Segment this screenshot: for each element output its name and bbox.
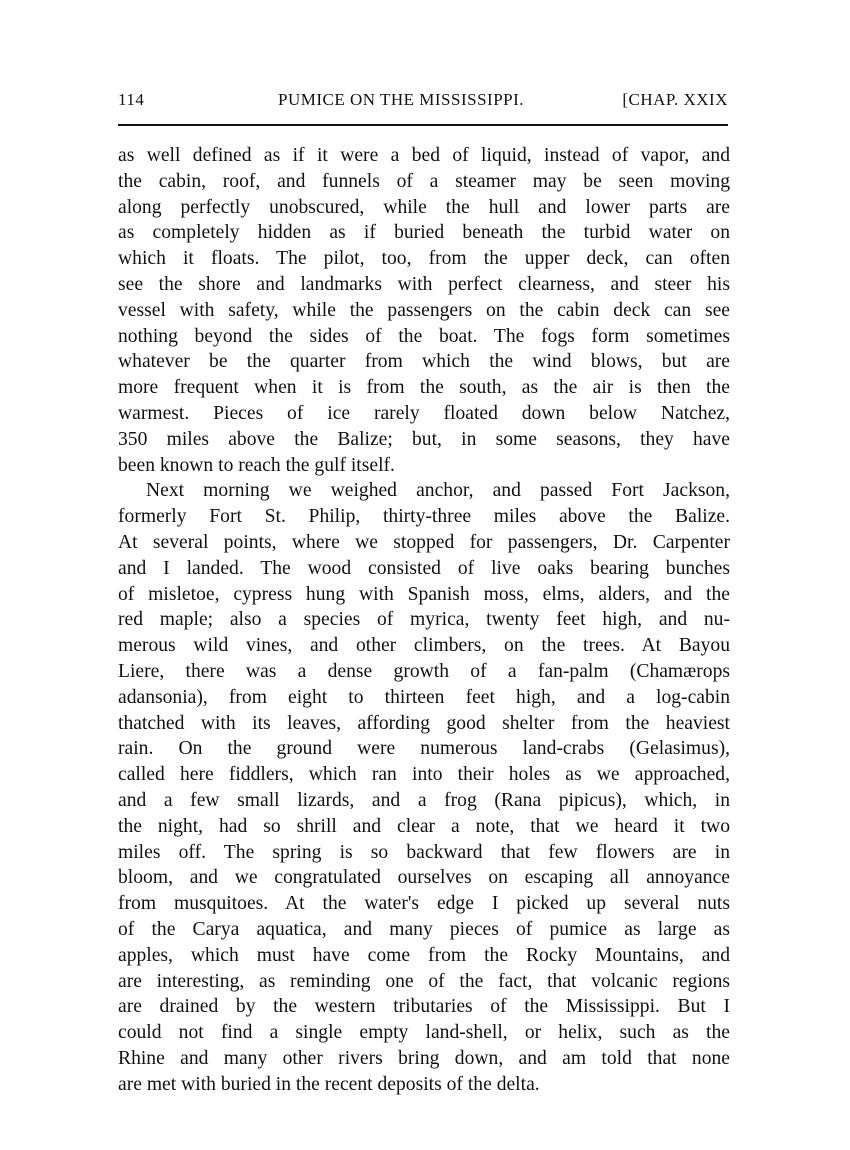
text-line: miles off. The spring is so backward that few flowers are in (118, 841, 730, 863)
text-line: called here fiddlers, which ran into their holes as we approached, (118, 764, 730, 786)
chapter-reference: [CHAP. XXIX (622, 90, 728, 109)
text-line: which it floats. The pilot, too, from the upper deck, can often (118, 248, 730, 270)
text-line: thatched with its leaves, affording good shelter from the heaviest (118, 712, 730, 734)
text-line: Rhine and many other rivers bring down, and am told that none (118, 1047, 730, 1069)
text-line: from musquitoes. At the water's edge I picked up several nuts (118, 893, 730, 915)
text-line: as well defined as if it were a bed of liquid, instead of vapor, and (118, 145, 730, 166)
text-line: could not find a single empty land-shell, or helix, such as the (118, 1022, 730, 1044)
text-line: the night, had so shrill and clear a note, that we heard it two (118, 815, 730, 837)
text-line: Next morning we weighed anchor, and passed Fort Jackson, (146, 480, 730, 502)
running-head (118, 90, 728, 116)
body-text (118, 143, 730, 1097)
text-line: rain. On the ground were numerous land-crabs (Gelasimus), (118, 738, 730, 760)
paragraph-2 (118, 478, 730, 1097)
text-line: along perfectly unobscured, while the hull and lower parts are (118, 196, 730, 218)
text-line: as completely hidden as if buried beneath the turbid water on (118, 222, 730, 244)
text-line: adansonia), from eight to thirteen feet high, and a log-cabin (118, 686, 730, 708)
text-line: and I landed. The wood consisted of live oaks bearing bunches (118, 557, 730, 579)
text-line: warmest. Pieces of ice rarely floated down below Natchez, (118, 402, 730, 424)
text-line: been known to reach the gulf itself. (118, 454, 395, 476)
text-line: bloom, and we congratulated ourselves on escaping all annoyance (118, 867, 730, 889)
paragraph-1 (118, 143, 730, 478)
text-line: the cabin, roof, and funnels of a steamer may be seen moving (118, 170, 730, 192)
page-number: 114 (118, 90, 145, 109)
text-line: Liere, there was a dense growth of a fan-palm (Chamærops (118, 660, 730, 682)
text-line: 350 miles above the Balize; but, in some seasons, they have (118, 428, 730, 450)
text-line: more frequent when it is from the south, as the air is then the (118, 377, 730, 399)
text-line: see the shore and landmarks with perfect clearness, and steer his (118, 273, 730, 295)
text-line: merous wild vines, and other climbers, on the trees. At Bayou (118, 635, 730, 657)
text-line: nothing beyond the sides of the boat. The fogs form sometimes (118, 325, 730, 347)
text-line: whatever be the quarter from which the wind blows, but are (118, 351, 730, 373)
running-title: PUMICE ON THE MISSISSIPPI. (278, 90, 525, 109)
text-line: are interesting, as reminding one of the fact, that volcanic regions (118, 970, 730, 992)
text-line: At several points, where we stopped for passengers, Dr. Carpenter (118, 531, 730, 553)
text-line: and a few small lizards, and a frog (Rana pipicus), which, in (118, 789, 730, 811)
text-line: vessel with safety, while the passengers on the cabin deck can see (118, 299, 730, 321)
text-line: of misletoe, cypress hung with Spanish moss, elms, alders, and the (118, 583, 730, 605)
header-rule (118, 124, 728, 126)
text-line: are drained by the western tributaries of the Mississippi. But I (118, 996, 730, 1018)
text-line: red maple; also a species of myrica, twenty feet high, and nu- (118, 609, 730, 631)
text-line: apples, which must have come from the Rocky Mountains, and (118, 944, 730, 966)
text-line: of the Carya aquatica, and many pieces of pumice as large as (118, 918, 730, 940)
text-line: formerly Fort St. Philip, thirty-three miles above the Balize. (118, 506, 730, 528)
text-line: are met with buried in the recent deposits of the delta. (118, 1073, 540, 1095)
